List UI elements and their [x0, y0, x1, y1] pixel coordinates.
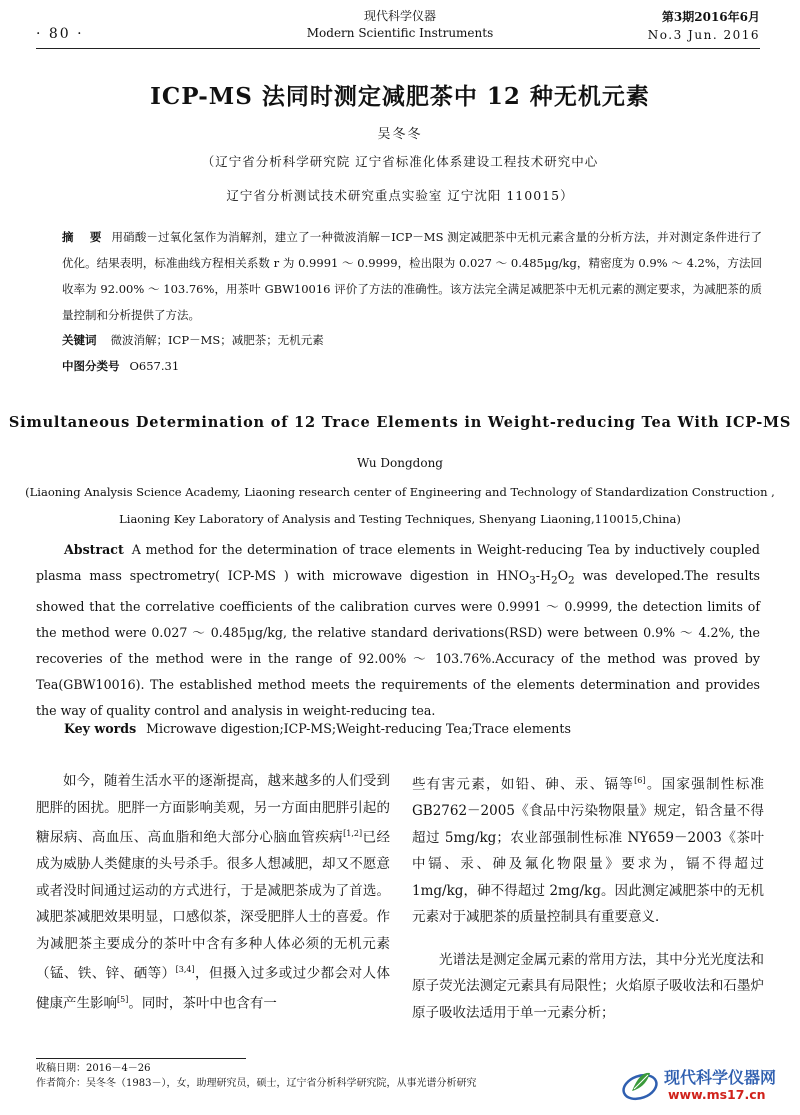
author-cn: 吴冬冬	[377, 127, 423, 142]
classification-cn	[62, 358, 179, 374]
watermark-title: 现代科学仪器网	[664, 1068, 777, 1087]
keywords-en-text: Microwave digestion;ICP-MS;Weight-reducing Tea;Trace elements	[146, 721, 571, 736]
journal-name-cn: 现代科学仪器	[363, 9, 436, 23]
body-paragraph	[36, 768, 390, 1017]
author-en: Wu Dongdong	[357, 456, 443, 470]
article-title-en: Simultaneous Determination of 12 Trace Elements in Weight-reducing Tea With ICP-MS	[8, 414, 792, 431]
citation: [3,4]	[175, 965, 195, 974]
issue-en: No.3 Jun. 2016	[647, 28, 760, 42]
body-text: ，但摄入过多或过少都会对人体健康产生影响	[36, 965, 391, 1012]
keywords-en	[64, 721, 571, 736]
article-title-cn: ICP-MS 法同时测定减肥茶中 12 种无机元素	[150, 83, 650, 110]
body-paragraph: 光谱法是测定金属元素的常用方法，其中分光光度法和原子荧光法测定元素具有局限性；火焰原子吸收法和石墨炉原子吸收法适用于单一元素分析；	[412, 951, 764, 1021]
issue-cn: 第3期2016年6月	[661, 10, 760, 24]
abstract-en	[36, 537, 760, 724]
affiliation-cn-line1: （辽宁省分析科学研究院 辽宁省标准化体系建设工程技术研究中心	[201, 154, 599, 169]
keywords-cn-text: 微波消解；ICP－MS；减肥茶；无机元素	[110, 333, 324, 347]
body-column-right	[412, 768, 764, 1026]
body-text: 已经成为威胁人类健康的头号杀手。很多人想减肥，却又不愿意或者没时间通过运动的方式进行，于是减肥茶成为了首选。减肥茶减肥效果明显，口感似茶，深受肥胖人士的喜爱。作为减肥茶主要成分的茶叶中含有多种人体必须的无机元素（锰、铁、锌、硒等）	[36, 829, 391, 982]
issue-info	[648, 8, 760, 44]
body-text: 。国家强制性标准 GB2762－2005《食品中污染物限量》规定，铅含量不得超过 5mg/kg；农业部强制性标准 NY659－2003《茶叶中镉、汞、砷及氟化物限量》要求为，镉不得超过 1mg/kg，砷不得超过 2mg/kg。因此测定减肥茶中的无机元素对于减肥茶的质量控制具有重要意义．	[412, 776, 765, 925]
body-text: 如今，随着生活水平的逐渐提高，越来越多的人们受到肥胖的困扰。肥胖一方面影响美观，另一方面由肥胖引起的糖尿病、高血压、高血脂和绝大部分心脑血管疾病	[36, 773, 390, 846]
body-column-left	[36, 768, 390, 1017]
footnote-author-bio: 作者简介：吴冬冬（1983－），女，助理研究员，硕士，辽宁省分析科学研究院，从事光谱分析研究	[36, 1078, 477, 1089]
citation: [6]	[634, 776, 646, 785]
affiliation-en-line1: (Liaoning Analysis Science Academy, Liaoning research center of Engineering and Technology of Standardization Construction ,	[25, 485, 775, 499]
journal-name-en: Modern Scientific Instruments	[306, 26, 494, 40]
abstract-en-text-c: O	[557, 568, 569, 583]
citation: [1,2]	[343, 829, 363, 838]
classification-cn-code: O657.31	[129, 359, 180, 373]
affiliation-en-line2: Liaoning Key Laboratory of Analysis and Testing Techniques, Shenyang Liaoning,110015,China)	[119, 512, 681, 526]
leaf-ring-logo-icon	[620, 1067, 660, 1103]
abstract-cn-label: 摘 要	[62, 230, 108, 244]
header-rule	[36, 48, 760, 49]
footnote-rule	[36, 1058, 246, 1059]
abstract-en-sub1: 3	[529, 574, 536, 587]
watermark-url: www.ms17.cn	[668, 1087, 766, 1102]
classification-cn-label: 中图分类号	[62, 359, 120, 373]
abstract-cn	[62, 224, 762, 328]
body-text: 。同时，茶叶中也含有一	[128, 995, 277, 1012]
abstract-en-text-d: was developed.The results showed that the correlative coefficients of the calibration curves were 0.9991 ～ 0.9999, the detection limits of the method were 0.027 ～ 0.485μg/kg, the relative standard derivations(RSD) were between 0.9% ～ 4.2%, the recoveries of the method were in the range of 92.00% ～ 103.76%.Accuracy of the method was proved by Tea(GBW10016). The established method meets the requirements of the elements determination and provides the way of quality control and analysis in weight-reducing tea.	[36, 568, 760, 718]
abstract-en-text-b: -H	[535, 568, 551, 583]
abstract-cn-text: 用硝酸－过氧化氢作为消解剂，建立了一种微波消解－ICP－MS 测定减肥茶中无机元素含量的分析方法，并对测定条件进行了优化。结果表明，标准曲线方程相关系数 r 为 0.9991 ～ 0.9999，检出限为 0.027 ～ 0.485μg/kg，精密度为 0.9% ～ 4.2%，方法回收率为 92.00% ～ 103.76%，用茶叶 GBW10016 评价了方法的准确性。该方法完全满足减肥茶中无机元素的测定要求，为减肥茶的质量控制和分析提供了方法。	[62, 230, 762, 322]
body-paragraph	[412, 768, 764, 931]
abstract-en-label: Abstract	[64, 542, 124, 557]
abstract-en-sub2: 2	[551, 574, 558, 587]
affiliation-cn-line2: 辽宁省分析测试技术研究重点实验室 辽宁沈阳 110015）	[226, 188, 574, 203]
page-number: · 80 ·	[36, 26, 84, 42]
abstract-en-sub3: 2	[568, 574, 575, 587]
keywords-cn	[62, 332, 324, 348]
keywords-cn-label: 关键词	[62, 333, 97, 347]
keywords-en-label: Key words	[64, 721, 137, 736]
abstract-en-text-a: A method for the determination of trace elements in Weight-reducing Tea by inductively coupled plasma mass spectrometry( ICP-MS ) with microwave digestion in HNO	[36, 542, 760, 583]
site-watermark	[620, 1063, 790, 1109]
citation: [5]	[117, 995, 129, 1004]
body-text: 些有害元素，如铅、砷、汞、镉等	[412, 776, 635, 793]
footnote-received: 收稿日期：2016－4－26	[36, 1063, 151, 1074]
